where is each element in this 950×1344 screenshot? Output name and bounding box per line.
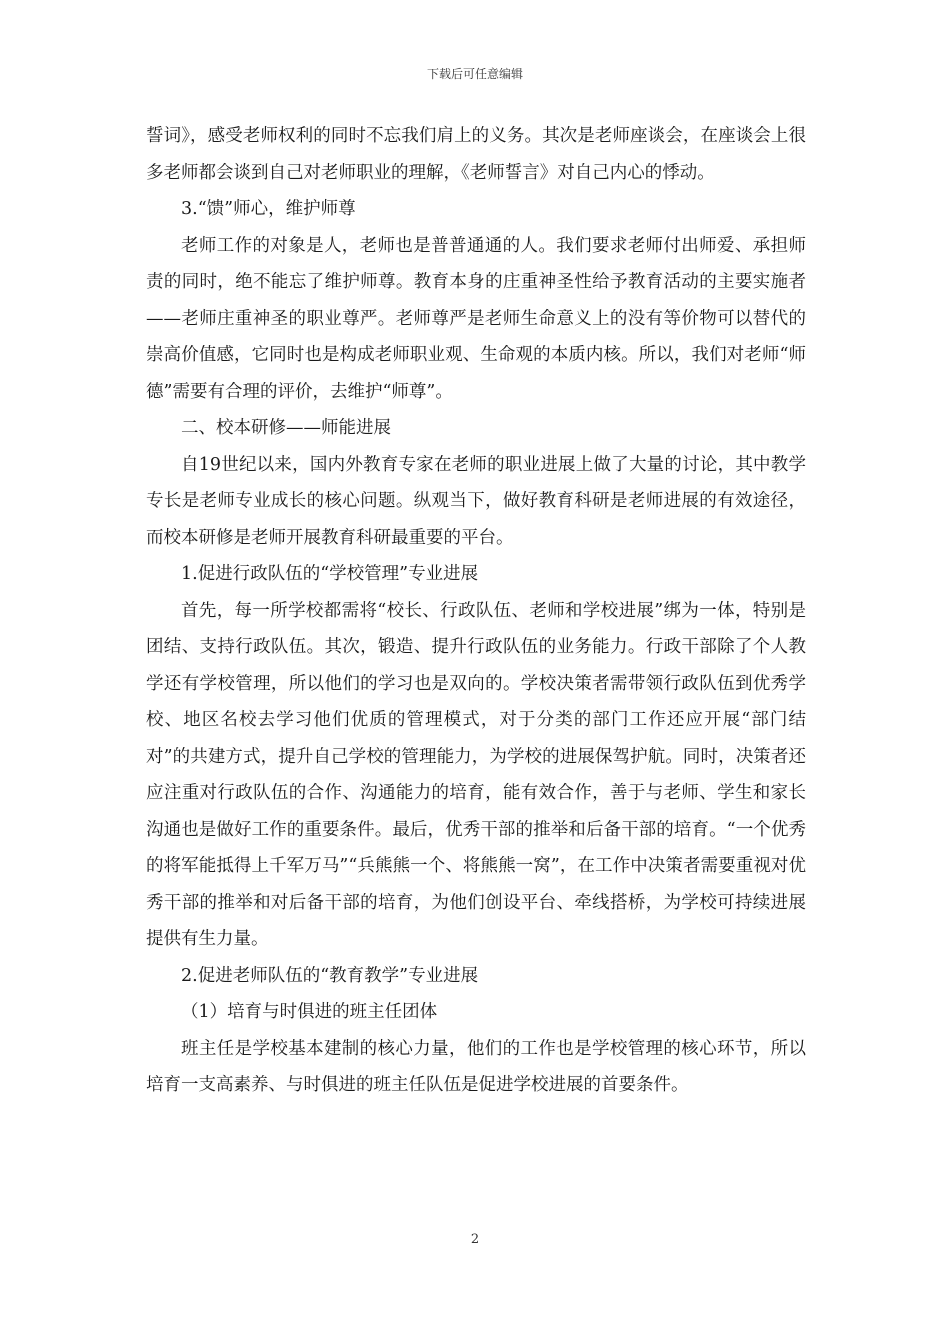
- page-number: 2: [470, 1232, 480, 1247]
- subsection-heading: 2.促进老师队伍的“教育教学”专业进展: [181, 965, 479, 986]
- subsection-heading: 1.促进行政队伍的“学校管理”专业进展: [181, 564, 479, 584]
- document-body: [146, 118, 806, 1104]
- paragraph: 老师工作的对象是人，老师也是普普通通的人。我们要求老师付出师爱、承担师责的同时，绝不能忘了维护师尊。教育本身的庄重神圣性给予教育活动的主要实施者——老师庄重神圣的职业尊严。老师尊严是老师生命意义上的没有等价物可以替代的崇高价值感，它同时也是构成老师职业观、生命观的本质内核。所以，我们对老师“师德”需要有合理的评价，去维护“师尊”。: [146, 235, 806, 402]
- paragraph: 自19世纪以来，国内外教育专家在老师的职业进展上做了大量的讨论，其中教学专长是老师专业成长的核心问题。纵观当下，做好教育科研是老师进展的有效途径，而校本研修是老师开展教育科研最重要的平台。: [146, 454, 806, 548]
- paragraph-continuation: 誓词》，感受老师权利的同时不忘我们肩上的义务。其次是老师座谈会，在座谈会上很多老师都会谈到自己对老师职业的理解，《老师誓言》对自己内心的悸动。: [146, 126, 806, 183]
- paragraph: 班主任是学校基本建制的核心力量，他们的工作也是学校管理的核心环节，所以培育一支高素养、与时俱进的班主任队伍是促进学校进展的首要条件。: [146, 1038, 806, 1095]
- sub-subsection-heading: （1）培育与时俱进的班主任团体: [181, 1002, 438, 1022]
- subsection-heading: 3.“馈”师心，维护师尊: [181, 199, 356, 219]
- page-header: 下载后可任意编辑: [426, 67, 523, 81]
- paragraph: 首先，每一所学校都需将“校长、行政队伍、老师和学校进展”绑为一体，特别是团结、支持行政队伍。其次，锻造、提升行政队伍的业务能力。行政干部除了个人教学还有学校管理，所以他们的学习也是双向的。学校决策者需带领行政队伍到优秀学校、地区名校去学习他们优质的管理模式，对于分类的部门工作还应开展“部门结对”的共建方式，提升自己学校的管理能力，为学校的进展保驾护航。同时，决策者还应注重对行政队伍的合作、沟通能力的培育，能有效合作，善于与老师、学生和家长沟通也是做好工作的重要条件。最后，优秀干部的推举和后备干部的培育。“一个优秀的将军能抵得上千军万马”“兵熊熊一个、将熊熊一窝”，在工作中决策者需要重视对优秀干部的推举和对后备干部的培育，为他们创设平台、牵线搭桥，为学校可持续进展提供有生力量。: [146, 600, 806, 949]
- section-heading: 二、校本研修——师能进展: [181, 418, 391, 438]
